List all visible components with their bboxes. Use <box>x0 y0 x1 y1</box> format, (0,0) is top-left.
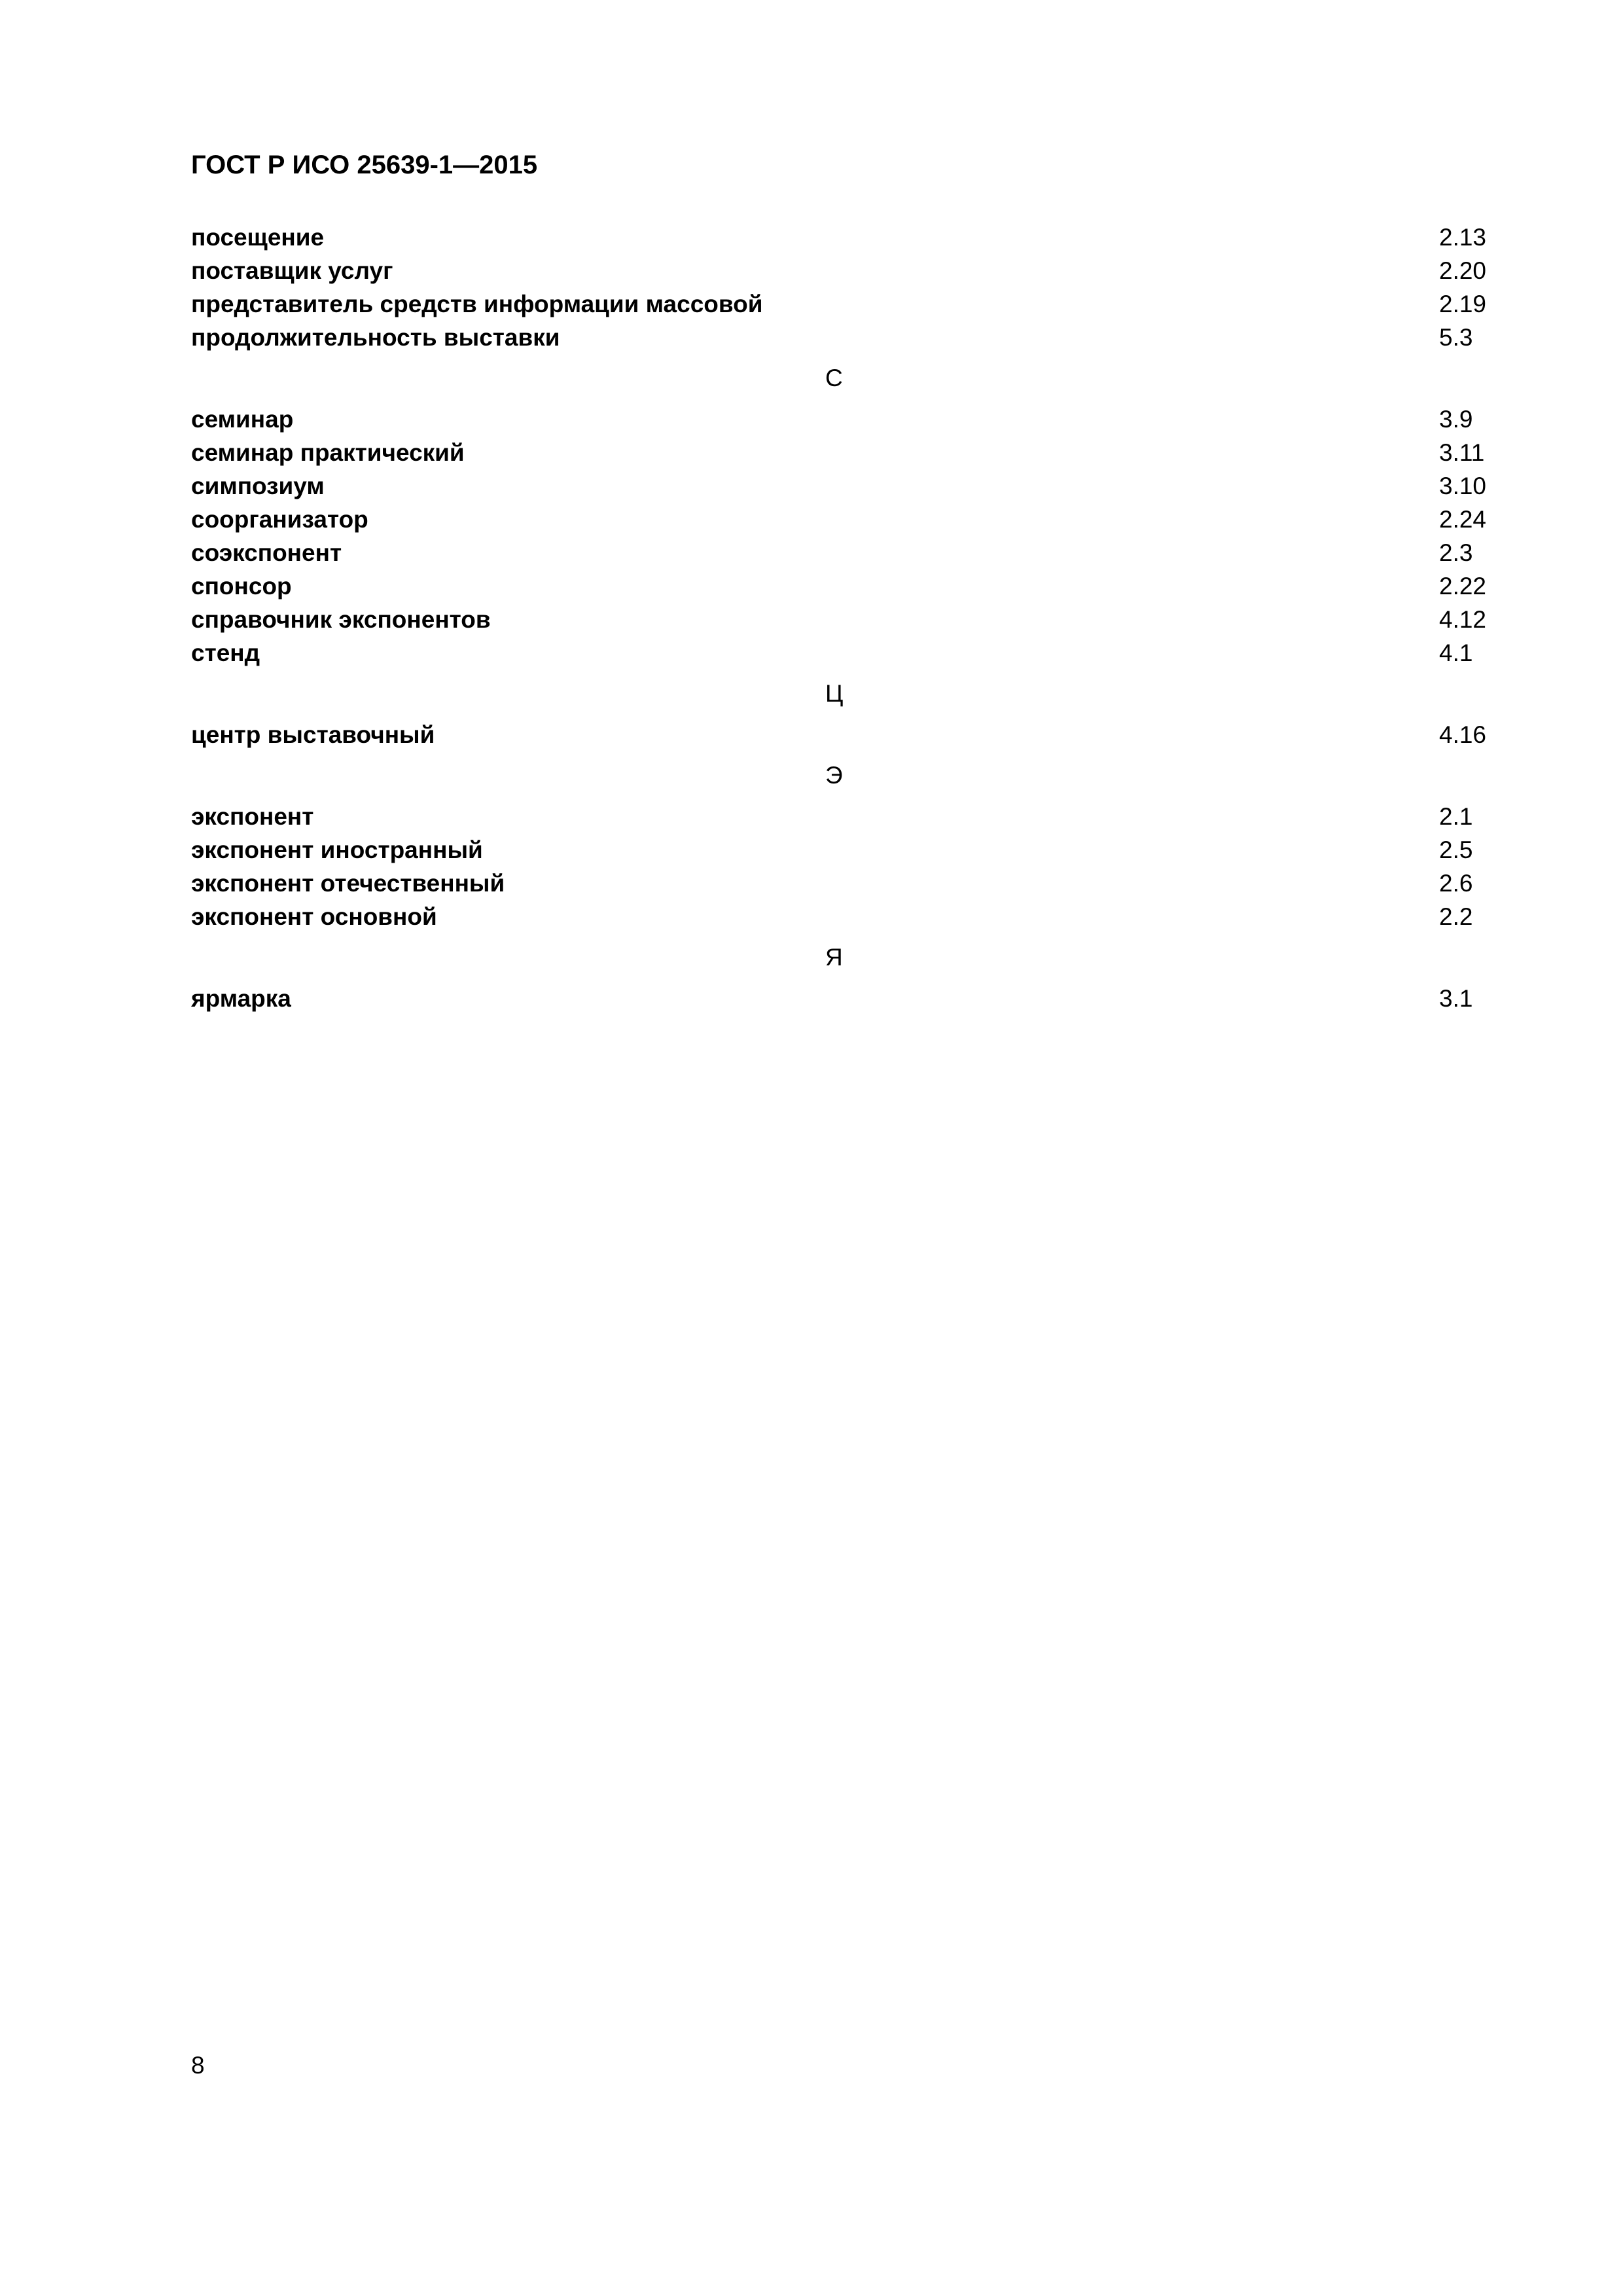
index-ref: 2.20 <box>1439 257 1487 284</box>
index-term: продолжительность выставки <box>191 324 560 351</box>
index-term: стенд <box>191 639 260 666</box>
index-entry <box>191 636 1493 670</box>
index-ref: 3.11 <box>1439 439 1485 466</box>
index-ref: 4.1 <box>1439 639 1473 666</box>
index-entry <box>191 718 1493 751</box>
index-entry <box>191 287 1493 321</box>
index-ref: 2.5 <box>1439 836 1473 863</box>
index-entry <box>191 569 1493 603</box>
index-ref: 2.1 <box>1439 803 1473 830</box>
index-entry <box>191 436 1493 469</box>
index-ref: 2.3 <box>1439 539 1473 566</box>
index-term: экспонент отечественный <box>191 870 505 897</box>
index-term: поставщик услуг <box>191 257 393 284</box>
index-entry <box>191 603 1493 636</box>
index-ref: 2.24 <box>1439 506 1487 533</box>
index-ref: 2.22 <box>1439 573 1487 600</box>
index-letter-heading <box>191 751 1493 800</box>
index-term: посещение <box>191 224 325 251</box>
index-entry <box>191 833 1493 867</box>
index-term: соорганизатор <box>191 506 368 533</box>
index-entry <box>191 900 1493 933</box>
index-entry <box>191 536 1493 569</box>
index-entry <box>191 867 1493 900</box>
index-ref: 2.6 <box>1439 870 1473 897</box>
index-term: соэкспонент <box>191 539 342 566</box>
index-letter: С <box>825 365 843 391</box>
index-term: центр выставочный <box>191 721 435 748</box>
index-ref: 5.3 <box>1439 324 1473 351</box>
page-number: 8 <box>191 2052 205 2079</box>
index-ref: 4.12 <box>1439 606 1487 633</box>
index-entry <box>191 469 1493 503</box>
index-term: ярмарка <box>191 985 291 1012</box>
index-ref: 2.13 <box>1439 224 1487 251</box>
index-ref: 2.2 <box>1439 903 1473 930</box>
index-entry <box>191 982 1493 1015</box>
index-term: семинар <box>191 406 294 433</box>
index-entry <box>191 800 1493 833</box>
index-letter: Э <box>825 762 843 789</box>
index-entry <box>191 403 1493 436</box>
index-term: справочник экспонентов <box>191 606 491 633</box>
index-letter: Я <box>825 944 843 971</box>
index-term: семинар практический <box>191 439 465 466</box>
alphabetical-index <box>191 221 1493 1015</box>
index-letter-heading <box>191 933 1493 982</box>
index-letter-heading <box>191 670 1493 718</box>
index-entry <box>191 221 1493 254</box>
index-ref: 3.10 <box>1439 473 1487 499</box>
index-term: симпозиум <box>191 473 325 499</box>
index-entry <box>191 503 1493 536</box>
index-term: экспонент основной <box>191 903 437 930</box>
index-term: экспонент иностранный <box>191 836 483 863</box>
index-ref: 4.16 <box>1439 721 1487 748</box>
index-term: спонсор <box>191 573 292 600</box>
index-entry <box>191 321 1493 354</box>
index-term: представитель средств информации массовой <box>191 291 763 317</box>
index-term: экспонент <box>191 803 314 830</box>
index-ref: 2.19 <box>1439 291 1487 317</box>
index-ref: 3.1 <box>1439 985 1473 1012</box>
index-ref: 3.9 <box>1439 406 1473 433</box>
index-letter: Ц <box>825 680 844 707</box>
index-entry <box>191 254 1493 287</box>
index-letter-heading <box>191 354 1493 403</box>
document-header: ГОСТ Р ИСО 25639-1—2015 <box>191 151 538 179</box>
